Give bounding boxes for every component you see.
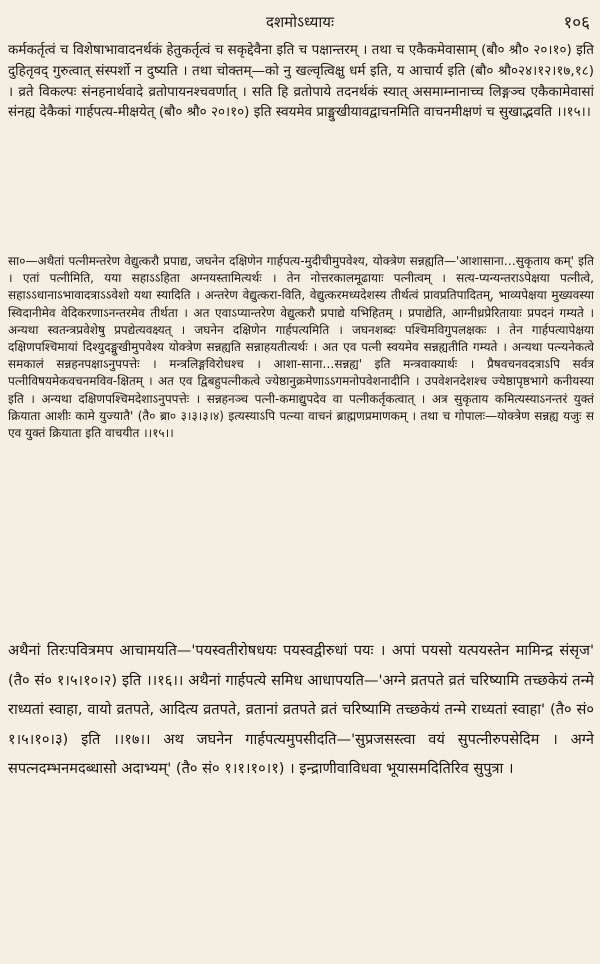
paragraph-verse-15: कर्मकर्तृत्वं च विशेषाभावादनर्थकं हेतुकर्तृत्वं च सकृद्देवैना इति च पक्षान्तरम् । तथा च एकैकमेवासाम् (बौ० श्रौ० २०।१०) इति दुहितृवद् गुरुत्वात् संस्पर्शो न दुष्यति । तथा चोक्तम्—को नु खल्वृत्विक्षु धर्म इति, य आचार्य इति (बौ० श्रौ०२४।१२।१७,१८) । व्रते विकल्पः संनहनार्थवादे व्रतोपायनश्चवर्णात् । सति हि व्रतोपाये तदनर्थकं स्यात् असमाम्नानाच्च लिङ्गञ्च एकैकामेवासां संनह्य देकैकां गार्हपत्य-मीक्षयेत् (बौ० श्रौ० २०।१०) इति स्वयमेव प्राङ्मुखीयावद्वाचनमिति वाचनमीक्षणं च सुखाद्भवति ।।१५।। [8, 42, 594, 121]
page-header [0, 10, 600, 36]
chapter-title: दशमोऽध्यायः [266, 13, 334, 31]
paragraph-commentary: सा०—अथैतां पत्नीमन्तरेण वेद्युत्करौ प्रपाद्य, जघनेन दक्षिणेन गार्हपत्य-मुदीचीमुपवेश्य, योक्त्रेण सन्नह्यति—'आशासाना…सुकृताय कम्' इति । एतां पत्नीमिति, यया सहाऽऽहिता अग्नयस्तामित्यर्थः । तेन नोत्तरकालमूढायाः पत्नीत्वम् । सत्य-प्यन्यन्तराऽपेक्षया पत्नीत्वे, सहाऽऽधानाऽभावादत्राऽऽवेशो यथा स्यादिति । अन्तरेण वेद्युत्करा-विति, वेद्युत्करमध्यदेशस्य तीर्थत्वं प्रावप्रतिपादितम्, भाव्यपेक्षया मुख्यवस्या स्विदानीमेव वेदिकरणाऽनन्तरमेव तीर्थता । अत एवाऽप्यान्तरेण वेद्युत्करौ प्रपाद्ये यभिहितम् । प्रपाद्येति, आग्नीध्रप्रेरितायाः प्रपदनं गम्यते । अन्यथा स्वतन्त्रप्रवेशेषु प्रपद्येत्यवक्ष्यत् । जघनेन दक्षिणेन गार्हपत्यमिति । जघनशब्दः पश्चिमविगुपलक्षकः । तेन गार्हपत्यापेक्षया दक्षिणपश्चिमायां दिश्युदङ्मुखीमुपवेश्य योक्त्रेण सन्नह्यति सन्नाहयतीत्यर्थः । अत एव पत्नी स्वयमेव सन्नह्यतीति गम्यते । अन्यथा पत्न्यनेकत्वे समकालं सन्नहनपक्षाऽनुपपत्तेः । मन्त्रलिङ्गविरोधश्च । आशा-साना…सन्नह्य' इति मन्त्रवाक्यार्थः । प्रैषवचनवदत्राऽपि सर्वत्र पत्नीविषयमेकवचनमविव-क्षितम् । अत एव द्विबहुपत्नीकत्वे ज्येष्ठानुक्रमेणाऽऽगमनोपवेशनादीनि । उपवेशनदेशश्च ज्येष्ठापृष्ठभागे कनीयस्या इति । अन्यथा दक्षिणपश्चिमदेशाऽनुपपत्तेः । सन्नहनञ्च पत्नी-कमाद्युपदेव वा पत्नीकर्तृकत्वात् । अत्र सुकृताय कमित्यस्याऽनन्तरं युक्तं क्रियाता आशीः कामे युज्यातै' (तै० ब्रा० ३।३।३।४) इत्यस्याऽपि पत्न्या वाचनं ब्राह्मणप्रमाणकम् । तथा च गोपालः—योक्त्रेण सन्नह्य यजुः स एव युक्तं क्रियाता इति वाचयीत ।।१५।। [8, 254, 594, 441]
page-number: १०६ [563, 13, 590, 33]
paragraph-verses-16-17: अथैनां तिरःपवित्रमप आचामयति—'पयस्वतीरोषधयः पयस्वद्वीरुधां पयः । अपां पयसो यत्पयस्तेन मामिन्द्र संसृज' (तै० सं० १।५।१०।२) इति ।।१६।। अथैनां गार्हपत्ये समिध आधापयति—'अग्ने व्रतपते व्रतं चरिष्यामि तच्छकेयं तन्मे राध्यतां स्वाहा, वायो व्रतपते, आदित्य व्रतपते, व्रतानां व्रतपते व्रतं चरिष्यामि तच्छकेयं तन्मे राध्यतां स्वाहा' (तै० सं० १।५।१०।३) इति ।।१७।। अथ जघनेन गार्हपत्यमुपसीदति—'सुप्रजसस्त्वा वयं सुपत्नीरुपसेदिम । अग्ने सपत्नदम्भनमदब्धासो अदाभ्यम्' (तै० सं० १।१।१०।१) । इन्द्राणीवाविधवा भूयासमदितिरिव सुपुत्रा । [8, 642, 594, 777]
